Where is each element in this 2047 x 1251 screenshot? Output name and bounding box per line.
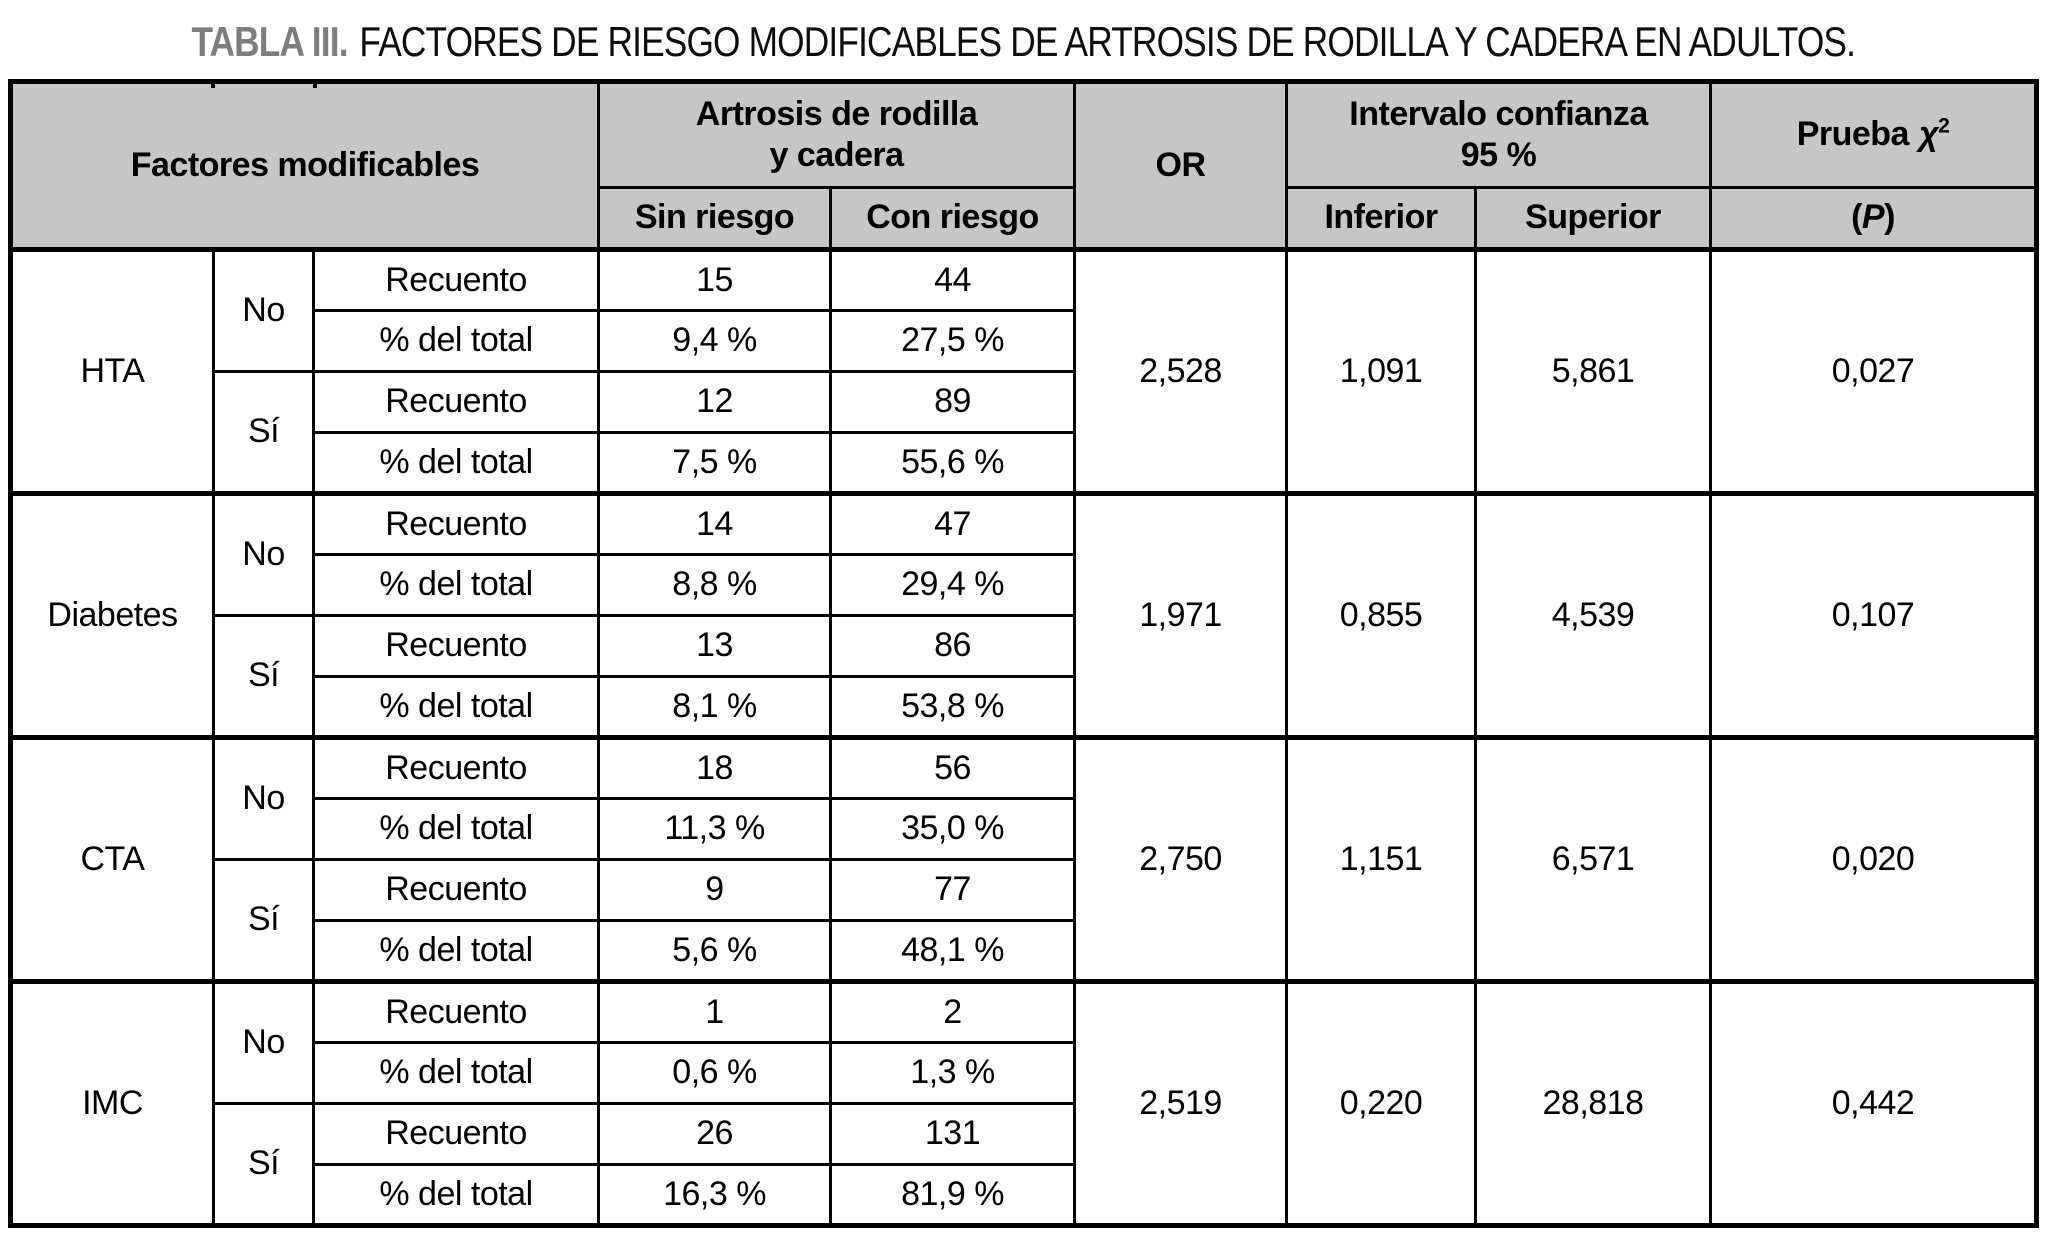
header-artrosis-line2: y cadera	[769, 136, 904, 174]
value-cell: 8,8 %	[599, 555, 831, 616]
header-artrosis	[599, 82, 1075, 188]
or-cell: 2,750	[1075, 738, 1287, 982]
row-label-cell: % del total	[314, 555, 599, 616]
row-label-cell: Recuento	[314, 1104, 599, 1165]
value-cell: 9,4 %	[599, 311, 831, 372]
table-row	[11, 250, 2037, 311]
ci-inferior-cell: 0,855	[1287, 494, 1476, 738]
risk-factors-table-wrap	[8, 79, 2039, 1228]
top-border-tick	[211, 79, 215, 88]
value-cell: 131	[831, 1104, 1075, 1165]
risk-factors-table	[8, 79, 2039, 1228]
value-cell: 7,5 %	[599, 433, 831, 494]
row-label-cell: % del total	[314, 921, 599, 982]
header-or: OR	[1075, 82, 1287, 250]
value-cell: 9	[599, 860, 831, 921]
value-cell: 56	[831, 738, 1075, 799]
no-cell: No	[214, 982, 314, 1104]
row-label-cell: Recuento	[314, 616, 599, 677]
row-label-cell: % del total	[314, 1043, 599, 1104]
value-cell: 13	[599, 616, 831, 677]
p-paren-close: )	[1884, 198, 1895, 237]
header-prueba-label: Prueba	[1796, 115, 1909, 154]
value-cell: 77	[831, 860, 1075, 921]
value-cell: 1	[599, 982, 831, 1043]
table-title-inner	[192, 18, 1856, 66]
or-cell: 2,528	[1075, 250, 1287, 494]
p-value-cell: 0,442	[1711, 982, 2037, 1226]
p-value-cell: 0,020	[1711, 738, 2037, 982]
factor-cell: CTA	[11, 738, 214, 982]
factor-cell: IMC	[11, 982, 214, 1226]
table-row	[11, 738, 2037, 799]
p-value-cell: 0,027	[1711, 250, 2037, 494]
value-cell: 1,3 %	[831, 1043, 1075, 1104]
value-cell: 55,6 %	[831, 433, 1075, 494]
ci-superior-cell: 5,861	[1476, 250, 1711, 494]
chi-symbol: χ	[1918, 115, 1939, 154]
table-title	[0, 0, 2047, 66]
or-cell: 1,971	[1075, 494, 1287, 738]
row-label-cell: % del total	[314, 799, 599, 860]
header-artrosis-line1: Artrosis de rodilla	[695, 94, 978, 133]
si-cell: Sí	[214, 1104, 314, 1226]
ci-superior-cell: 6,571	[1476, 738, 1711, 982]
value-cell: 8,1 %	[599, 677, 831, 738]
header-row-1	[11, 82, 2037, 188]
value-cell: 16,3 %	[599, 1165, 831, 1226]
value-cell: 44	[831, 250, 1075, 311]
ci-inferior-cell: 0,220	[1287, 982, 1476, 1226]
table-title-label: TABLA III.	[191, 18, 348, 65]
header-intervalo-line1: Intervalo confianza	[1349, 94, 1648, 133]
no-cell: No	[214, 738, 314, 860]
factor-cell: HTA	[11, 250, 214, 494]
header-intervalo-line2: 95 %	[1460, 136, 1537, 174]
si-cell: Sí	[214, 860, 314, 982]
ci-inferior-cell: 1,091	[1287, 250, 1476, 494]
p-value-cell: 0,107	[1711, 494, 2037, 738]
value-cell: 89	[831, 372, 1075, 433]
row-label-cell: % del total	[314, 677, 599, 738]
value-cell: 48,1 %	[831, 921, 1075, 982]
header-intervalo-confianza	[1287, 82, 1711, 188]
top-border-tick	[313, 79, 317, 88]
ci-inferior-cell: 1,151	[1287, 738, 1476, 982]
row-label-cell: % del total	[314, 1165, 599, 1226]
or-cell: 2,519	[1075, 982, 1287, 1226]
si-cell: Sí	[214, 372, 314, 494]
value-cell: 86	[831, 616, 1075, 677]
value-cell: 2	[831, 982, 1075, 1043]
header-p-value	[1711, 188, 2037, 250]
value-cell: 35,0 %	[831, 799, 1075, 860]
value-cell: 29,4 %	[831, 555, 1075, 616]
row-label-cell: % del total	[314, 433, 599, 494]
row-label-cell: Recuento	[314, 860, 599, 921]
value-cell: 53,8 %	[831, 677, 1075, 738]
header-con-riesgo: Con riesgo	[831, 188, 1075, 250]
value-cell: 15	[599, 250, 831, 311]
header-prueba-chi2	[1711, 82, 2037, 188]
value-cell: 81,9 %	[831, 1165, 1075, 1226]
table-header	[11, 82, 2037, 250]
row-label-cell: Recuento	[314, 738, 599, 799]
p-symbol: P	[1861, 198, 1885, 237]
row-label-cell: % del total	[314, 311, 599, 372]
row-label-cell: Recuento	[314, 494, 599, 555]
factor-cell: Diabetes	[11, 494, 214, 738]
header-factores-modificables: Factores modificables	[11, 82, 599, 250]
value-cell: 11,3 %	[599, 799, 831, 860]
si-cell: Sí	[214, 616, 314, 738]
value-cell: 14	[599, 494, 831, 555]
value-cell: 47	[831, 494, 1075, 555]
table-row	[11, 982, 2037, 1043]
chi-exponent: 2	[1938, 114, 1950, 138]
table-body	[11, 250, 2037, 1226]
row-label-cell: Recuento	[314, 982, 599, 1043]
value-cell: 27,5 %	[831, 311, 1075, 372]
value-cell: 18	[599, 738, 831, 799]
header-inferior: Inferior	[1287, 188, 1476, 250]
row-label-cell: Recuento	[314, 250, 599, 311]
no-cell: No	[214, 250, 314, 372]
ci-superior-cell: 28,818	[1476, 982, 1711, 1226]
no-cell: No	[214, 494, 314, 616]
header-sin-riesgo: Sin riesgo	[599, 188, 831, 250]
header-superior: Superior	[1476, 188, 1711, 250]
row-label-cell: Recuento	[314, 372, 599, 433]
value-cell: 12	[599, 372, 831, 433]
table-title-text: FACTORES DE RIESGO MODIFICABLES DE ARTROSIS DE RODILLA Y CADERA EN ADULTOS.	[359, 18, 1856, 65]
p-paren-open: (	[1851, 198, 1862, 237]
value-cell: 5,6 %	[599, 921, 831, 982]
value-cell: 26	[599, 1104, 831, 1165]
ci-superior-cell: 4,539	[1476, 494, 1711, 738]
table-row	[11, 494, 2037, 555]
value-cell: 0,6 %	[599, 1043, 831, 1104]
